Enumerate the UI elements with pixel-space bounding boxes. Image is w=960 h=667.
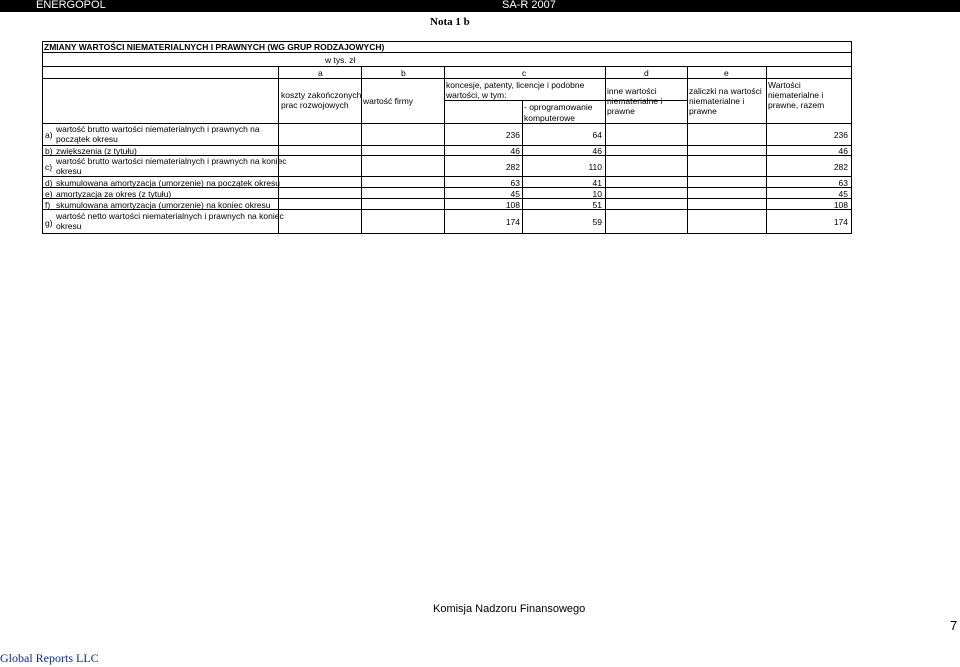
header-e-line3: prawne <box>689 106 717 116</box>
col-letter-b: b <box>401 68 406 78</box>
header-e-line1: zaliczki na wartości <box>689 86 762 96</box>
row-value-csub: 41 <box>592 178 602 188</box>
header-c-line1: koncesje, patenty, licencje i podobne <box>446 80 585 90</box>
note-title: Nota 1 b <box>430 16 470 28</box>
header-c-line2: wartości, w tym: <box>446 90 507 100</box>
row-label-line1: wartość brutto wartości niematerialnych i prawnych na koniec <box>56 156 287 166</box>
header-e-line2: niematerialne i <box>689 96 745 106</box>
row-value-c: 174 <box>505 217 520 227</box>
footer-brand: Global Reports LLC <box>0 651 99 665</box>
row-value-c: 46 <box>510 146 520 156</box>
row-label-line1: amortyzacja za okres (z tytułu) <box>56 189 172 199</box>
col-letter-e: e <box>724 68 729 78</box>
row-letter: b) <box>45 146 53 156</box>
row-label-line1: wartość brutto wartości niematerialnych i prawnych na <box>56 124 260 134</box>
header-csub-line1: - oprogramowanie <box>524 102 593 112</box>
col-letter-d: d <box>644 68 649 78</box>
header-total-line2: niematerialne i <box>768 90 824 100</box>
row-letter: g) <box>45 218 53 228</box>
header-a-line1: koszty zakończonych <box>281 90 362 100</box>
row-value-c: 282 <box>505 162 520 172</box>
row-label-line1: skumulowana amortyzacja (umorzenie) na koniec okresu <box>56 200 271 210</box>
row-label-line1: wartość netto wartości niematerialnych i prawnych na koniec <box>56 211 284 221</box>
row-value-total: 174 <box>833 217 848 227</box>
report-code: SA-R 2007 <box>502 0 556 11</box>
row-letter: d) <box>45 178 53 188</box>
table-title: ZMIANY WARTOŚCI NIEMATERIALNYCH I PRAWNYCH (WG GRUP RODZAJOWYCH) <box>44 42 385 52</box>
row-value-csub: 10 <box>592 189 602 199</box>
company-name: ENERGOPOL <box>36 0 106 11</box>
col-letter-c: c <box>522 68 527 78</box>
row-letter: e) <box>45 189 53 199</box>
header-d-line3: prawne <box>607 106 635 116</box>
header-d-line1: inne wartości <box>607 86 657 96</box>
row-value-total: 236 <box>833 130 848 140</box>
row-value-csub: 110 <box>588 162 602 172</box>
row-label-line2: okresu <box>56 166 82 176</box>
row-value-total: 63 <box>838 178 848 188</box>
row-value-csub: 46 <box>592 146 602 156</box>
row-value-c: 45 <box>510 189 520 199</box>
row-value-c: 236 <box>505 130 520 140</box>
row-label-line2: okresu <box>56 221 82 231</box>
row-value-c: 108 <box>505 200 520 210</box>
row-value-total: 46 <box>838 146 848 156</box>
col-letter-a: a <box>318 68 323 78</box>
row-value-c: 63 <box>510 178 520 188</box>
footer-authority: Komisja Nadzoru Finansowego <box>433 603 586 615</box>
header-a-line2: prac rozwojowych <box>281 100 349 110</box>
row-letter: c) <box>45 162 53 172</box>
row-value-csub: 59 <box>592 217 602 227</box>
unit-label: w tys. zł <box>325 55 356 65</box>
row-label-line1: skumulowana amortyzacja (umorzenie) na początek okresu <box>56 178 280 188</box>
row-value-total: 45 <box>838 189 848 199</box>
header-b: wartość firmy <box>363 96 414 106</box>
header-csub-line2: komputerowe <box>524 113 576 123</box>
row-value-csub: 51 <box>592 200 602 210</box>
row-label-line1: zwiększenia (z tytułu) <box>56 146 137 156</box>
row-value-csub: 64 <box>592 130 602 140</box>
header-total-line1: Wartości <box>768 80 801 90</box>
row-label-line2: początek okresu <box>56 134 118 144</box>
row-letter: a) <box>45 130 53 140</box>
page-number: 7 <box>950 618 958 633</box>
row-value-total: 282 <box>833 162 848 172</box>
row-letter: f) <box>45 200 51 210</box>
row-value-total: 108 <box>833 200 848 210</box>
header-d-line2: niematerialne i <box>607 96 663 106</box>
header-total-line3: prawne, razem <box>768 100 825 110</box>
